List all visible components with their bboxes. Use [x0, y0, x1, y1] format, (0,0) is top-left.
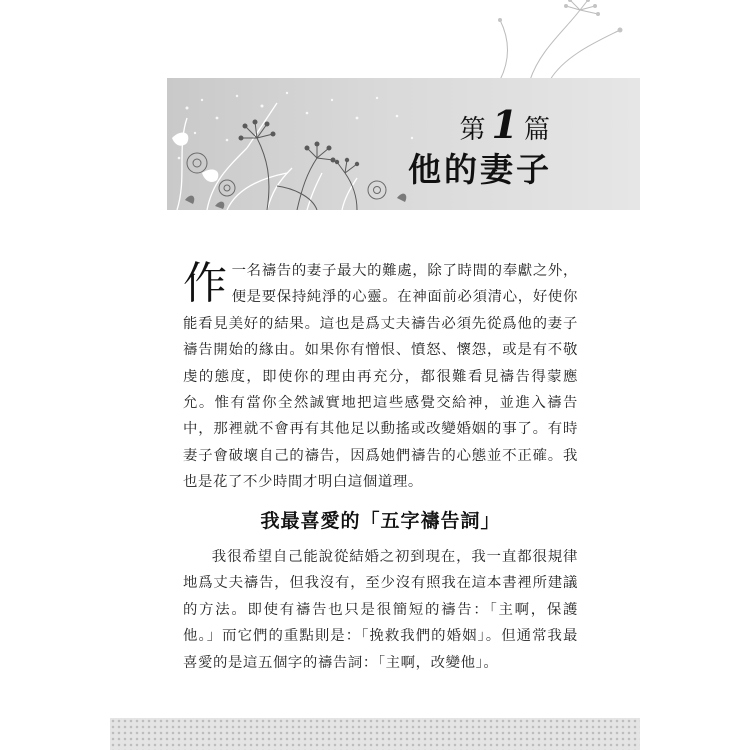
body-paragraph-1	[183, 258, 578, 496]
drop-cap: 作	[183, 258, 228, 309]
paragraph-1-text: 一名禱告的妻子最大的難處，除了時間的奉獻之外，便是要保持純淨的心靈。在神面前必須清心，好使你能看見美好的結果。這也是爲丈夫禱告必須先從爲他的妻子禱告開始的緣由。如果你有憎恨、憤怒、懷怨，或是有不敬虔的態度，即使你的理由再充分，都很難看見禱告得蒙應允。惟有當你全然誠實地把這些感覺交給神，並進入禱告中，那裡就不會再有其他足以動搖或改變婚姻的事了。有時妻子會破壞自己的禱告，因爲她們禱告的心態並不正確。我也是花了不少時間才明白這個道理。	[183, 263, 578, 491]
body-paragraph-2: 我很希望自己能說從結婚之初到現在，我一直都很規律地爲丈夫禱告，但我沒有，至少沒有照我在這本書裡所建議的方法。即使有禱告也只是很簡短的禱告：「主啊，保護他。」而它們的重點則是：「挽救我們的婚姻」。但通常我最喜愛的是這五個字的禱告詞：「主啊，改變他」。	[183, 549, 578, 671]
top-flower-decoration	[470, 0, 630, 80]
flower-decoration	[167, 78, 427, 210]
section-heading: 我最喜愛的「五字禱告詞」	[260, 510, 501, 532]
chapter-banner	[167, 78, 640, 210]
part-number: 1	[491, 102, 520, 147]
part-suffix: 篇	[523, 115, 552, 145]
part-label	[460, 102, 552, 147]
part-prefix: 第	[459, 115, 488, 145]
bottom-pattern-band	[110, 718, 640, 750]
chapter-title: 他的妻子	[408, 150, 552, 189]
